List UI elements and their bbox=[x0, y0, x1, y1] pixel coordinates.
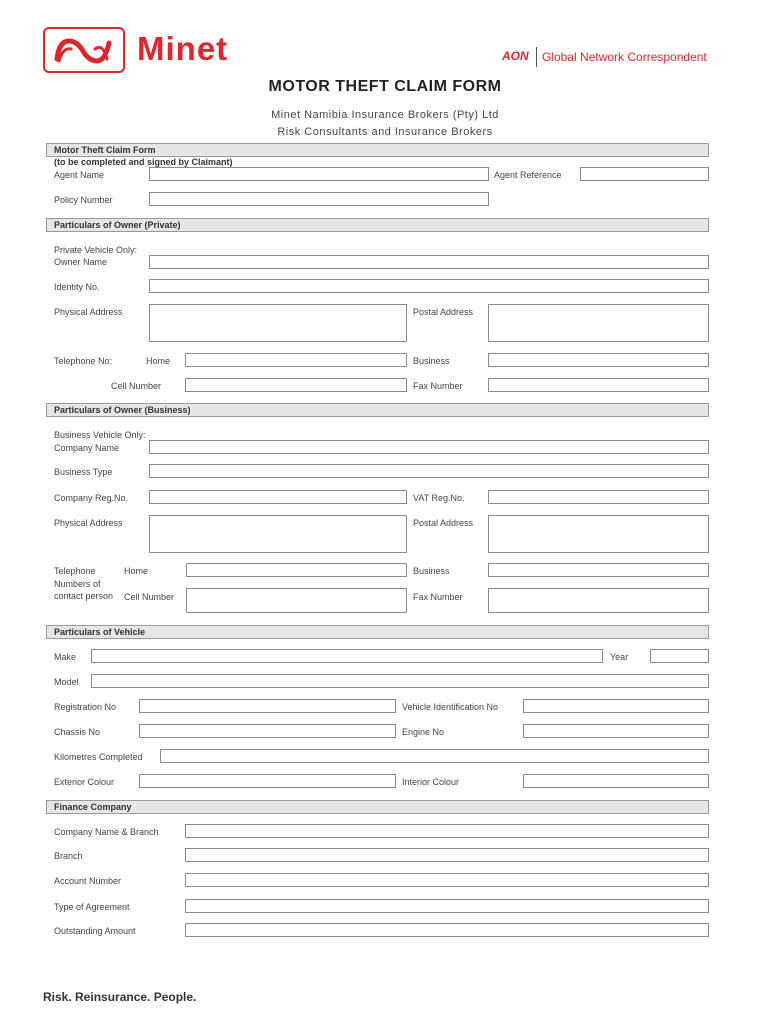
contact-home-input[interactable] bbox=[186, 563, 407, 577]
contact-fax-input[interactable] bbox=[488, 588, 709, 613]
footer-tagline: Risk. Reinsurance. People. bbox=[43, 990, 197, 1004]
home-phone-input[interactable] bbox=[185, 353, 407, 367]
section-vehicle: Particulars of Vehicle bbox=[46, 625, 709, 639]
kilometres-label: Kilometres Completed bbox=[54, 752, 143, 762]
registration-label: Registration No bbox=[54, 702, 117, 712]
registration-input[interactable] bbox=[139, 699, 396, 713]
cell-number-label: Cell Number bbox=[111, 381, 162, 391]
home-phone-label: Home bbox=[146, 356, 171, 366]
year-label: Year bbox=[610, 652, 629, 662]
owner-name-label: Owner Name bbox=[54, 257, 108, 267]
exterior-colour-input[interactable] bbox=[139, 774, 396, 788]
private-vehicle-note: Private Vehicle Only: bbox=[54, 245, 138, 255]
aon-logo: AON bbox=[502, 49, 529, 63]
company-name-label: Company Name bbox=[54, 443, 120, 453]
branch-label: Branch bbox=[54, 851, 83, 861]
brand-name: Minet bbox=[137, 30, 229, 67]
engine-input[interactable] bbox=[523, 724, 709, 738]
business-physical-address-input[interactable] bbox=[149, 515, 407, 553]
contact-telephone-label: Telephone Numbers of contact person bbox=[54, 566, 114, 601]
business-vehicle-note: Business Vehicle Only: bbox=[54, 430, 146, 440]
claimant-note: (to be completed and signed by Claimant) bbox=[54, 157, 233, 167]
finance-company-input[interactable] bbox=[185, 824, 709, 838]
agent-name-label: Agent Name bbox=[54, 170, 105, 180]
interior-colour-label: Interior Colour bbox=[402, 777, 460, 787]
business-postal-address-input[interactable] bbox=[488, 515, 709, 553]
cell-number-input[interactable] bbox=[185, 378, 407, 392]
fax-number-input[interactable] bbox=[488, 378, 709, 392]
form-title: MOTOR THEFT CLAIM FORM bbox=[268, 78, 502, 95]
model-input[interactable] bbox=[91, 674, 709, 688]
finance-company-label: Company Name & Branch bbox=[54, 827, 159, 837]
contact-cell-input[interactable] bbox=[186, 588, 407, 613]
chassis-input[interactable] bbox=[139, 724, 396, 738]
contact-business-label: Business bbox=[413, 566, 450, 576]
vat-reg-input[interactable] bbox=[488, 490, 709, 504]
company-reg-input[interactable] bbox=[149, 490, 407, 504]
section-owner-business: Particulars of Owner (Business) bbox=[46, 403, 709, 417]
account-number-label: Account Number bbox=[54, 876, 122, 886]
make-input[interactable] bbox=[91, 649, 603, 663]
interior-colour-input[interactable] bbox=[523, 774, 709, 788]
branch-input[interactable] bbox=[185, 848, 709, 862]
contact-fax-label: Fax Number bbox=[413, 592, 463, 602]
company-name: Minet Namibia Insurance Brokers (Pty) Ltd bbox=[271, 109, 499, 121]
contact-home-label: Home bbox=[124, 566, 149, 576]
section-finance: Finance Company bbox=[46, 800, 709, 814]
exterior-colour-label: Exterior Colour bbox=[54, 777, 115, 787]
minet-logo-mark bbox=[43, 27, 125, 73]
company-reg-label: Company Reg.No. bbox=[54, 493, 129, 503]
chassis-label: Chassis No bbox=[54, 727, 101, 737]
model-label: Model bbox=[54, 677, 79, 687]
agreement-type-input[interactable] bbox=[185, 899, 709, 913]
section-owner-private: Particulars of Owner (Private) bbox=[46, 218, 709, 232]
business-phone-label: Business bbox=[413, 356, 450, 366]
agent-reference-input[interactable] bbox=[580, 167, 709, 181]
business-type-label: Business Type bbox=[54, 467, 113, 477]
agent-name-input[interactable] bbox=[149, 167, 489, 181]
engine-label: Engine No bbox=[402, 727, 445, 737]
outstanding-amount-input[interactable] bbox=[185, 923, 709, 937]
fax-number-label: Fax Number bbox=[413, 381, 463, 391]
company-name-input[interactable] bbox=[149, 440, 709, 454]
contact-business-input[interactable] bbox=[488, 563, 709, 577]
agreement-type-label: Type of Agreement bbox=[54, 902, 130, 912]
vin-input[interactable] bbox=[523, 699, 709, 713]
header-divider bbox=[536, 47, 537, 67]
business-postal-address-label: Postal Address bbox=[413, 518, 474, 528]
physical-address-label: Physical Address bbox=[54, 307, 123, 317]
policy-number-input[interactable] bbox=[149, 192, 489, 206]
make-label: Make bbox=[54, 652, 77, 662]
outstanding-amount-label: Outstanding Amount bbox=[54, 926, 136, 936]
vat-reg-label: VAT Reg.No. bbox=[413, 493, 465, 503]
postal-address-input[interactable] bbox=[488, 304, 709, 342]
identity-no-input[interactable] bbox=[149, 279, 709, 293]
owner-name-input[interactable] bbox=[149, 255, 709, 269]
identity-no-label: Identity No. bbox=[54, 282, 100, 292]
kilometres-input[interactable] bbox=[160, 749, 709, 763]
physical-address-input[interactable] bbox=[149, 304, 407, 342]
contact-cell-label: Cell Number bbox=[124, 592, 175, 602]
section-claim-form: Motor Theft Claim Form bbox=[46, 143, 709, 157]
agent-reference-label: Agent Reference bbox=[494, 170, 562, 180]
telephone-label: Telephone No: bbox=[54, 356, 113, 366]
postal-address-label: Postal Address bbox=[413, 307, 474, 317]
account-number-input[interactable] bbox=[185, 873, 709, 887]
partner-text: Global Network Correspondent bbox=[542, 50, 707, 64]
business-phone-input[interactable] bbox=[488, 353, 709, 367]
policy-number-label: Policy Number bbox=[54, 195, 113, 205]
vin-label: Vehicle Identification No bbox=[402, 702, 499, 712]
company-tagline: Risk Consultants and Insurance Brokers bbox=[277, 126, 493, 138]
business-type-input[interactable] bbox=[149, 464, 709, 478]
business-physical-address-label: Physical Address bbox=[54, 518, 123, 528]
year-input[interactable] bbox=[650, 649, 709, 663]
